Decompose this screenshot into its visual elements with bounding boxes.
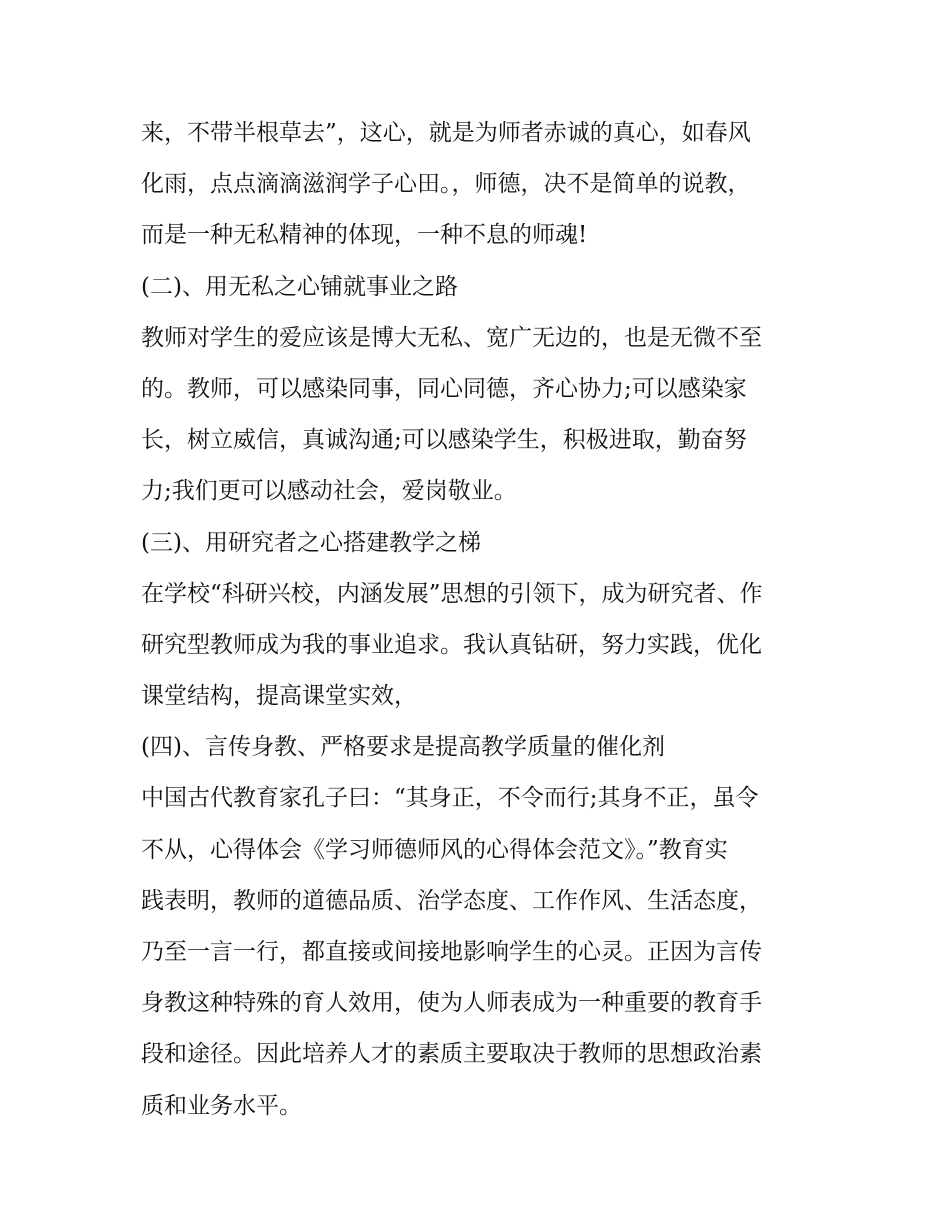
- text-line: 质和业务水平。: [141, 1092, 302, 1119]
- text-line: 践表明，教师的道德品质、治学态度、工作作风、生活态度，: [141, 887, 762, 914]
- text-line: 的。教师，可以感染同事，同心同德，齐心协力;可以感染家: [141, 375, 747, 402]
- section-heading: (四)、言传身教、严格要求是提高教学质量的催化剂: [141, 734, 665, 761]
- text-line: 研究型教师成为我的事业追求。我认真钻研，努力实践，优化: [141, 631, 762, 658]
- section-heading: (三)、用研究者之心搭建教学之梯: [141, 529, 481, 556]
- text-line: 来，不带半根草去”，这心，就是为师者赤诚的真心，如春风: [141, 120, 751, 146]
- text-line: 课堂结构，提高课堂实效，: [141, 683, 417, 710]
- text-line: 长，树立威信，真诚沟通;可以感染学生，积极进取，勤奋努: [141, 427, 747, 454]
- text-line: 化雨，点点滴滴滋润学子心田。，师德，决不是简单的说教，: [141, 171, 751, 198]
- text-line: 在学校“科研兴校，内涵发展”思想的引领下，成为研究者、作: [141, 580, 763, 607]
- text-line: 中国古代教育家孔子曰：“其身正，不令而行;其身不正，虽令: [141, 785, 759, 812]
- text-line: 身教这种特殊的育人效用，使为人师表成为一种重要的教育手: [141, 990, 762, 1017]
- document-body: [141, 108, 821, 1132]
- text-line: 力;我们更可以感动社会，爱岗敬业。: [141, 478, 517, 505]
- text-line: 乃至一言一行，都直接或间接地影响学生的心灵。正因为言传: [141, 939, 762, 965]
- text-line: 教师对学生的爱应该是博大无私、宽广无边的，也是无微不至: [141, 324, 762, 351]
- text-line: 而是一种无私精神的体现，一种不息的师魂!: [141, 222, 588, 249]
- text-line: 不从，心得体会《学习师德师风的心得体会范文》。”教育实: [141, 836, 728, 863]
- text-line: 段和途径。因此培养人才的素质主要取决于教师的思想政治素: [141, 1041, 762, 1068]
- section-heading: (二)、用无私之心铺就事业之路: [141, 273, 458, 300]
